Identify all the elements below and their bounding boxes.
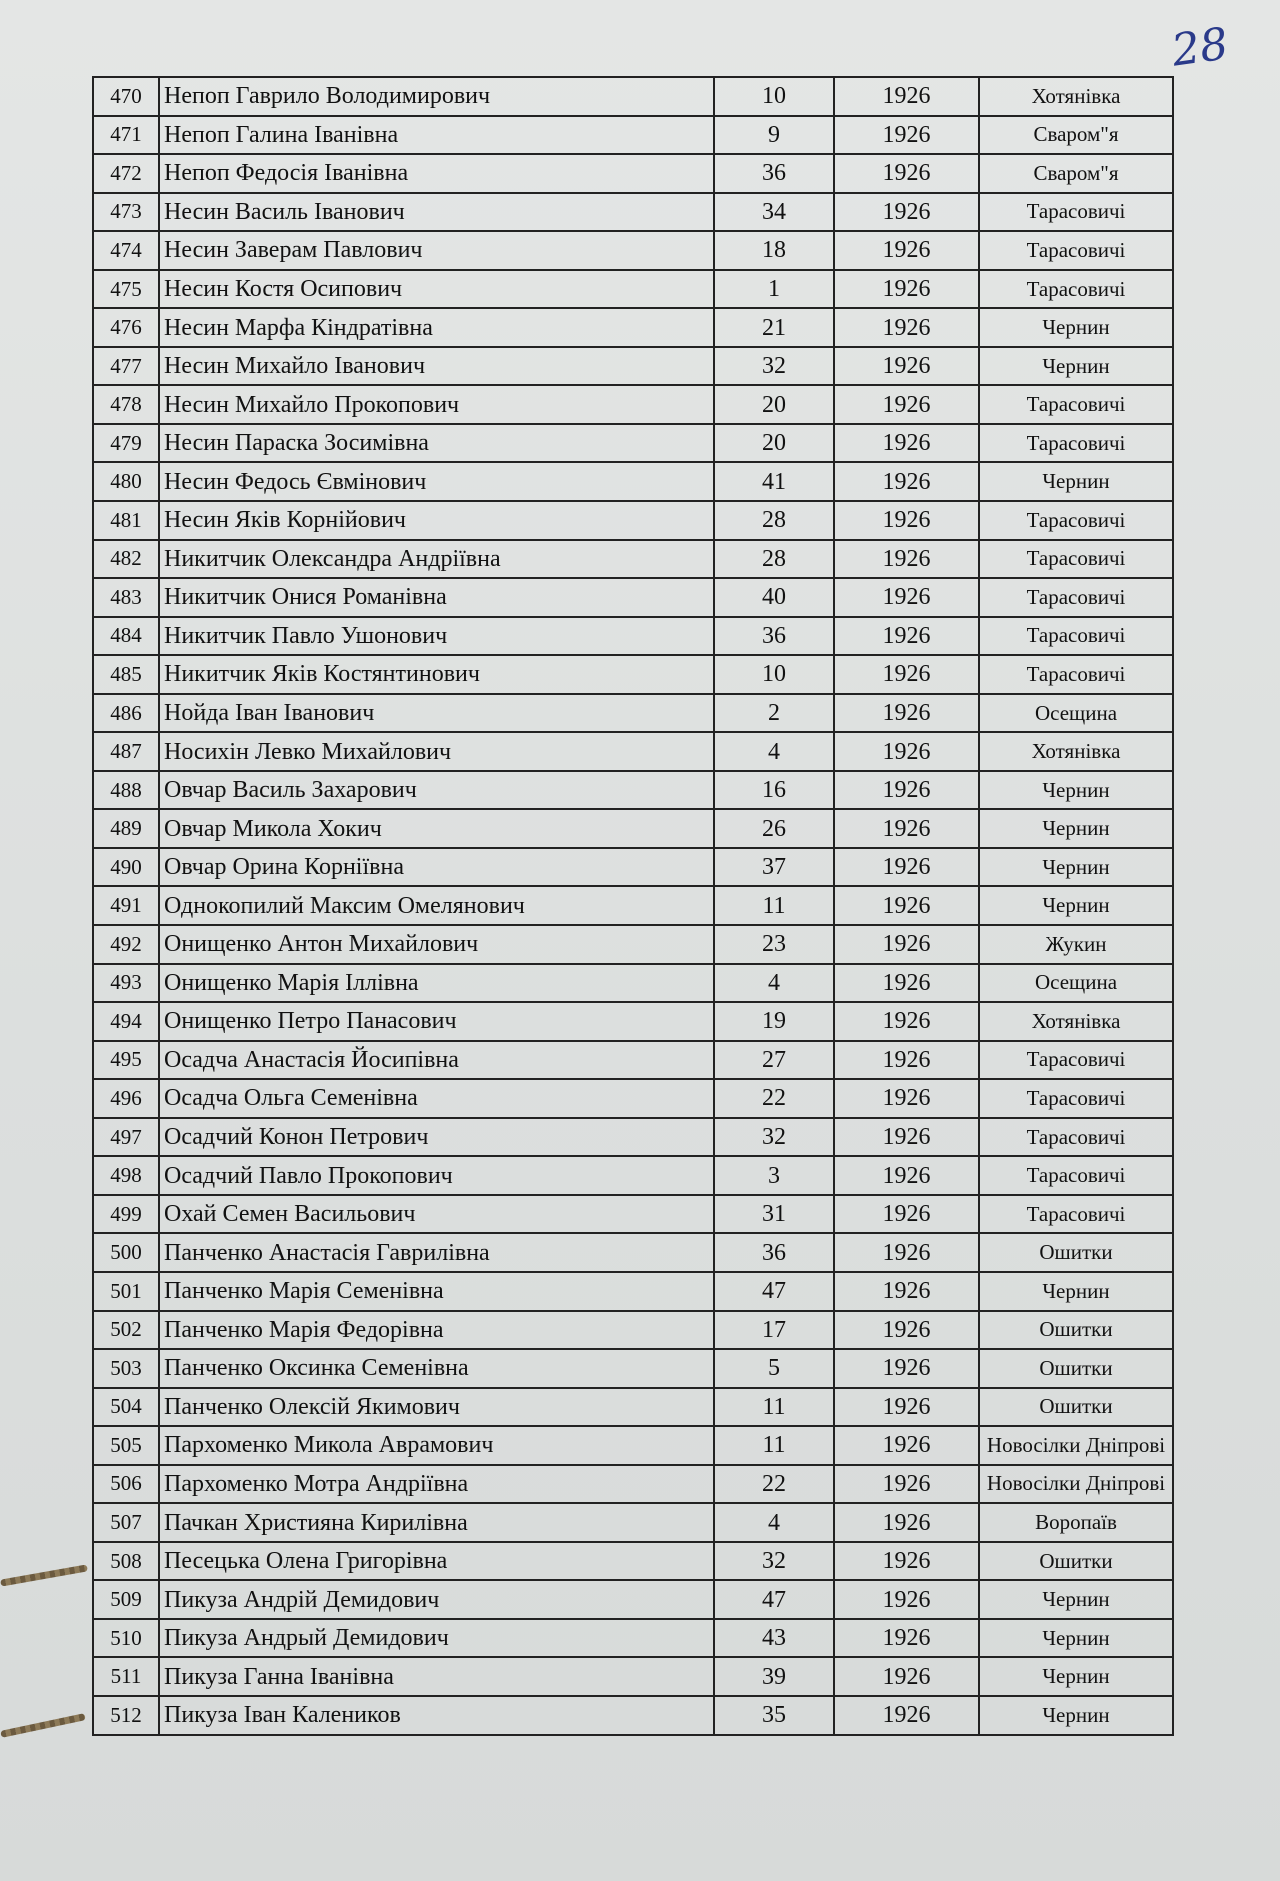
person-name-cell: Несин Михайло Прокопович	[159, 385, 714, 424]
village-name-cell: Тарасовичі	[979, 270, 1173, 309]
person-age-cell: 21	[714, 308, 834, 347]
handwritten-page-number: 28	[1168, 18, 1232, 77]
person-age-cell: 20	[714, 424, 834, 463]
village-name-cell: Жукин	[979, 925, 1173, 964]
village-name-cell: Тарасовичі	[979, 424, 1173, 463]
table-row	[93, 809, 1173, 848]
village-name-cell: Чернин	[979, 308, 1173, 347]
record-year-cell: 1926	[834, 886, 979, 925]
person-age-cell: 10	[714, 77, 834, 116]
row-number-cell: 500	[93, 1233, 159, 1272]
row-number-cell: 472	[93, 154, 159, 193]
table-row	[93, 1696, 1173, 1735]
table-row	[93, 771, 1173, 810]
row-number-cell: 479	[93, 424, 159, 463]
person-name-cell: Панченко Оксинка Семенівна	[159, 1349, 714, 1388]
row-number-cell: 492	[93, 925, 159, 964]
village-name-cell: Чернин	[979, 1580, 1173, 1619]
binding-thread-upper	[0, 1564, 88, 1586]
village-name-cell: Тарасовичі	[979, 617, 1173, 656]
person-age-cell: 28	[714, 501, 834, 540]
person-age-cell: 27	[714, 1041, 834, 1080]
person-name-cell: Несин Заверам Павлович	[159, 231, 714, 270]
village-name-cell: Новосілки Дніпрові	[979, 1426, 1173, 1465]
row-number-cell: 482	[93, 540, 159, 579]
person-name-cell: Охай Семен Васильович	[159, 1195, 714, 1234]
table-row	[93, 1388, 1173, 1427]
record-year-cell: 1926	[834, 1657, 979, 1696]
row-number-cell: 475	[93, 270, 159, 309]
record-year-cell: 1926	[834, 925, 979, 964]
record-year-cell: 1926	[834, 1696, 979, 1735]
table-row	[93, 1619, 1173, 1658]
record-year-cell: 1926	[834, 1542, 979, 1581]
person-name-cell: Осадчий Конон Петрович	[159, 1118, 714, 1157]
person-age-cell: 43	[714, 1619, 834, 1658]
record-year-cell: 1926	[834, 116, 979, 155]
row-number-cell: 493	[93, 964, 159, 1003]
person-age-cell: 4	[714, 964, 834, 1003]
table-row	[93, 1195, 1173, 1234]
person-age-cell: 5	[714, 1349, 834, 1388]
village-name-cell: Хотянівка	[979, 77, 1173, 116]
binding-thread-lower	[0, 1713, 86, 1738]
record-year-cell: 1926	[834, 655, 979, 694]
table-row	[93, 1311, 1173, 1350]
row-number-cell: 480	[93, 462, 159, 501]
village-name-cell: Чернин	[979, 1696, 1173, 1735]
record-year-cell: 1926	[834, 1465, 979, 1504]
table-row	[93, 886, 1173, 925]
person-age-cell: 40	[714, 578, 834, 617]
record-year-cell: 1926	[834, 462, 979, 501]
row-number-cell: 499	[93, 1195, 159, 1234]
record-year-cell: 1926	[834, 1311, 979, 1350]
village-name-cell: Тарасовичі	[979, 385, 1173, 424]
row-number-cell: 490	[93, 848, 159, 887]
person-name-cell: Пикуза Андрій Демидович	[159, 1580, 714, 1619]
table-row	[93, 1118, 1173, 1157]
person-name-cell: Несин Василь Іванович	[159, 193, 714, 232]
table-row	[93, 193, 1173, 232]
village-name-cell: Чернин	[979, 886, 1173, 925]
person-name-cell: Непоп Галина Іванівна	[159, 116, 714, 155]
person-name-cell: Никитчик Павло Ушонович	[159, 617, 714, 656]
village-name-cell: Ошитки	[979, 1388, 1173, 1427]
record-year-cell: 1926	[834, 1503, 979, 1542]
person-age-cell: 11	[714, 1388, 834, 1427]
person-age-cell: 31	[714, 1195, 834, 1234]
table-row	[93, 1233, 1173, 1272]
village-name-cell: Тарасовичі	[979, 1079, 1173, 1118]
table-row	[93, 1657, 1173, 1696]
row-number-cell: 510	[93, 1619, 159, 1658]
row-number-cell: 478	[93, 385, 159, 424]
person-name-cell: Панченко Марія Федорівна	[159, 1311, 714, 1350]
table-row	[93, 462, 1173, 501]
table-row	[93, 1426, 1173, 1465]
person-age-cell: 34	[714, 193, 834, 232]
person-name-cell: Никитчик Олександра Андріївна	[159, 540, 714, 579]
village-name-cell: Тарасовичі	[979, 578, 1173, 617]
record-year-cell: 1926	[834, 231, 979, 270]
village-name-cell: Тарасовичі	[979, 1118, 1173, 1157]
table-row	[93, 655, 1173, 694]
table-row	[93, 116, 1173, 155]
person-age-cell: 32	[714, 347, 834, 386]
row-number-cell: 506	[93, 1465, 159, 1504]
table-row	[93, 617, 1173, 656]
village-name-cell: Ошитки	[979, 1542, 1173, 1581]
person-name-cell: Пикуза Ганна Іванівна	[159, 1657, 714, 1696]
person-age-cell: 35	[714, 1696, 834, 1735]
table-row	[93, 1041, 1173, 1080]
table-row	[93, 1079, 1173, 1118]
table-row	[93, 540, 1173, 579]
record-year-cell: 1926	[834, 1002, 979, 1041]
record-year-cell: 1926	[834, 1388, 979, 1427]
person-name-cell: Овчар Василь Захарович	[159, 771, 714, 810]
row-number-cell: 487	[93, 732, 159, 771]
table-row	[93, 1465, 1173, 1504]
person-age-cell: 32	[714, 1118, 834, 1157]
row-number-cell: 512	[93, 1696, 159, 1735]
record-year-cell: 1926	[834, 1041, 979, 1080]
table-row	[93, 1503, 1173, 1542]
record-year-cell: 1926	[834, 1079, 979, 1118]
record-year-cell: 1926	[834, 1195, 979, 1234]
person-age-cell: 1	[714, 270, 834, 309]
village-name-cell: Тарасовичі	[979, 655, 1173, 694]
record-year-cell: 1926	[834, 501, 979, 540]
row-number-cell: 484	[93, 617, 159, 656]
table-row	[93, 964, 1173, 1003]
row-number-cell: 489	[93, 809, 159, 848]
record-year-cell: 1926	[834, 193, 979, 232]
row-number-cell: 511	[93, 1657, 159, 1696]
person-name-cell: Никитчик Яків Костянтинович	[159, 655, 714, 694]
person-age-cell: 47	[714, 1272, 834, 1311]
person-age-cell: 9	[714, 116, 834, 155]
person-name-cell: Несин Яків Корнійович	[159, 501, 714, 540]
row-number-cell: 483	[93, 578, 159, 617]
person-name-cell: Пархоменко Микола Аврамович	[159, 1426, 714, 1465]
person-name-cell: Никитчик Онися Романівна	[159, 578, 714, 617]
person-name-cell: Осадча Ольга Семенівна	[159, 1079, 714, 1118]
table-row	[93, 1542, 1173, 1581]
person-name-cell: Онищенко Марія Іллівна	[159, 964, 714, 1003]
village-name-cell: Сваром"я	[979, 116, 1173, 155]
record-year-cell: 1926	[834, 424, 979, 463]
village-name-cell: Тарасовичі	[979, 1041, 1173, 1080]
row-number-cell: 470	[93, 77, 159, 116]
row-number-cell: 495	[93, 1041, 159, 1080]
row-number-cell: 503	[93, 1349, 159, 1388]
person-name-cell: Несин Параска Зосимівна	[159, 424, 714, 463]
village-name-cell: Чернин	[979, 848, 1173, 887]
person-name-cell: Панченко Олексій Якимович	[159, 1388, 714, 1427]
row-number-cell: 497	[93, 1118, 159, 1157]
person-age-cell: 16	[714, 771, 834, 810]
village-name-cell: Чернин	[979, 809, 1173, 848]
person-name-cell: Несин Михайло Іванович	[159, 347, 714, 386]
table-row	[93, 578, 1173, 617]
table-row	[93, 1272, 1173, 1311]
person-name-cell: Однокопилий Максим Омелянович	[159, 886, 714, 925]
person-name-cell: Пикуза Іван Калеников	[159, 1696, 714, 1735]
person-age-cell: 3	[714, 1156, 834, 1195]
person-name-cell: Носихін Левко Михайлович	[159, 732, 714, 771]
record-year-cell: 1926	[834, 270, 979, 309]
record-year-cell: 1926	[834, 154, 979, 193]
table-row	[93, 424, 1173, 463]
record-year-cell: 1926	[834, 1619, 979, 1658]
person-age-cell: 11	[714, 1426, 834, 1465]
village-name-cell: Новосілки Дніпрові	[979, 1465, 1173, 1504]
person-age-cell: 11	[714, 886, 834, 925]
village-name-cell: Тарасовичі	[979, 193, 1173, 232]
person-age-cell: 26	[714, 809, 834, 848]
person-age-cell: 19	[714, 1002, 834, 1041]
row-number-cell: 496	[93, 1079, 159, 1118]
person-age-cell: 4	[714, 732, 834, 771]
table-row	[93, 1002, 1173, 1041]
person-age-cell: 36	[714, 1233, 834, 1272]
table-row	[93, 694, 1173, 733]
record-year-cell: 1926	[834, 308, 979, 347]
person-age-cell: 36	[714, 154, 834, 193]
village-name-cell: Тарасовичі	[979, 1195, 1173, 1234]
person-name-cell: Овчар Микола Хокич	[159, 809, 714, 848]
person-age-cell: 22	[714, 1465, 834, 1504]
person-name-cell: Онищенко Антон Михайлович	[159, 925, 714, 964]
record-year-cell: 1926	[834, 1118, 979, 1157]
person-name-cell: Песецька Олена Григорівна	[159, 1542, 714, 1581]
person-age-cell: 23	[714, 925, 834, 964]
table-row	[93, 1156, 1173, 1195]
person-age-cell: 47	[714, 1580, 834, 1619]
person-name-cell: Непоп Федосія Іванівна	[159, 154, 714, 193]
row-number-cell: 504	[93, 1388, 159, 1427]
row-number-cell: 474	[93, 231, 159, 270]
person-age-cell: 41	[714, 462, 834, 501]
village-name-cell: Ошитки	[979, 1349, 1173, 1388]
person-name-cell: Панченко Анастасія Гаврилівна	[159, 1233, 714, 1272]
row-number-cell: 471	[93, 116, 159, 155]
village-name-cell: Тарасовичі	[979, 501, 1173, 540]
row-number-cell: 486	[93, 694, 159, 733]
village-name-cell: Чернин	[979, 1619, 1173, 1658]
row-number-cell: 491	[93, 886, 159, 925]
village-name-cell: Чернин	[979, 347, 1173, 386]
table-row	[93, 385, 1173, 424]
record-year-cell: 1926	[834, 1156, 979, 1195]
record-year-cell: 1926	[834, 694, 979, 733]
village-name-cell: Тарасовичі	[979, 540, 1173, 579]
record-year-cell: 1926	[834, 540, 979, 579]
table-row	[93, 308, 1173, 347]
row-number-cell: 502	[93, 1311, 159, 1350]
table-row	[93, 270, 1173, 309]
row-number-cell: 485	[93, 655, 159, 694]
person-age-cell: 2	[714, 694, 834, 733]
person-name-cell: Нойда Іван Іванович	[159, 694, 714, 733]
record-year-cell: 1926	[834, 848, 979, 887]
person-name-cell: Овчар Орина Корніївна	[159, 848, 714, 887]
table-row	[93, 154, 1173, 193]
person-age-cell: 36	[714, 617, 834, 656]
person-name-cell: Панченко Марія Семенівна	[159, 1272, 714, 1311]
table-row	[93, 77, 1173, 116]
table-row	[93, 347, 1173, 386]
table-row	[93, 1580, 1173, 1619]
row-number-cell: 505	[93, 1426, 159, 1465]
record-year-cell: 1926	[834, 1272, 979, 1311]
record-year-cell: 1926	[834, 1349, 979, 1388]
village-name-cell: Осещина	[979, 694, 1173, 733]
person-age-cell: 32	[714, 1542, 834, 1581]
person-age-cell: 4	[714, 1503, 834, 1542]
village-name-cell: Тарасовичі	[979, 1156, 1173, 1195]
person-age-cell: 20	[714, 385, 834, 424]
record-year-cell: 1926	[834, 1233, 979, 1272]
record-year-cell: 1926	[834, 809, 979, 848]
village-name-cell: Осещина	[979, 964, 1173, 1003]
person-name-cell: Осадчий Павло Прокопович	[159, 1156, 714, 1195]
village-name-cell: Ошитки	[979, 1311, 1173, 1350]
row-number-cell: 477	[93, 347, 159, 386]
row-number-cell: 473	[93, 193, 159, 232]
registry-table-body	[93, 77, 1173, 1735]
record-year-cell: 1926	[834, 617, 979, 656]
village-name-cell: Воропаїв	[979, 1503, 1173, 1542]
village-name-cell: Чернин	[979, 462, 1173, 501]
person-name-cell: Онищенко Петро Панасович	[159, 1002, 714, 1041]
person-age-cell: 22	[714, 1079, 834, 1118]
table-row	[93, 231, 1173, 270]
person-age-cell: 37	[714, 848, 834, 887]
person-age-cell: 18	[714, 231, 834, 270]
person-name-cell: Несин Марфа Кіндратівна	[159, 308, 714, 347]
person-age-cell: 39	[714, 1657, 834, 1696]
row-number-cell: 501	[93, 1272, 159, 1311]
person-age-cell: 28	[714, 540, 834, 579]
record-year-cell: 1926	[834, 77, 979, 116]
row-number-cell: 507	[93, 1503, 159, 1542]
row-number-cell: 509	[93, 1580, 159, 1619]
row-number-cell: 476	[93, 308, 159, 347]
table-row	[93, 925, 1173, 964]
record-year-cell: 1926	[834, 771, 979, 810]
person-name-cell: Осадча Анастасія Йосипівна	[159, 1041, 714, 1080]
village-name-cell: Чернин	[979, 1657, 1173, 1696]
row-number-cell: 494	[93, 1002, 159, 1041]
record-year-cell: 1926	[834, 347, 979, 386]
person-age-cell: 10	[714, 655, 834, 694]
person-name-cell: Пачкан Християна Кирилівна	[159, 1503, 714, 1542]
village-name-cell: Ошитки	[979, 1233, 1173, 1272]
person-age-cell: 17	[714, 1311, 834, 1350]
table-row	[93, 501, 1173, 540]
village-name-cell: Хотянівка	[979, 732, 1173, 771]
row-number-cell: 508	[93, 1542, 159, 1581]
table-row	[93, 848, 1173, 887]
row-number-cell: 481	[93, 501, 159, 540]
row-number-cell: 498	[93, 1156, 159, 1195]
person-name-cell: Пикуза Андрый Демидович	[159, 1619, 714, 1658]
row-number-cell: 488	[93, 771, 159, 810]
village-name-cell: Чернин	[979, 1272, 1173, 1311]
village-name-cell: Тарасовичі	[979, 231, 1173, 270]
village-name-cell: Чернин	[979, 771, 1173, 810]
person-name-cell: Несин Костя Осипович	[159, 270, 714, 309]
village-name-cell: Хотянівка	[979, 1002, 1173, 1041]
registry-table	[92, 76, 1174, 1736]
record-year-cell: 1926	[834, 1580, 979, 1619]
person-name-cell: Непоп Гаврило Володимирович	[159, 77, 714, 116]
record-year-cell: 1926	[834, 964, 979, 1003]
table-row	[93, 1349, 1173, 1388]
record-year-cell: 1926	[834, 578, 979, 617]
record-year-cell: 1926	[834, 385, 979, 424]
person-name-cell: Несин Федось Євмінович	[159, 462, 714, 501]
record-year-cell: 1926	[834, 1426, 979, 1465]
record-year-cell: 1926	[834, 732, 979, 771]
person-name-cell: Пархоменко Мотра Андріївна	[159, 1465, 714, 1504]
table-row	[93, 732, 1173, 771]
village-name-cell: Сваром"я	[979, 154, 1173, 193]
